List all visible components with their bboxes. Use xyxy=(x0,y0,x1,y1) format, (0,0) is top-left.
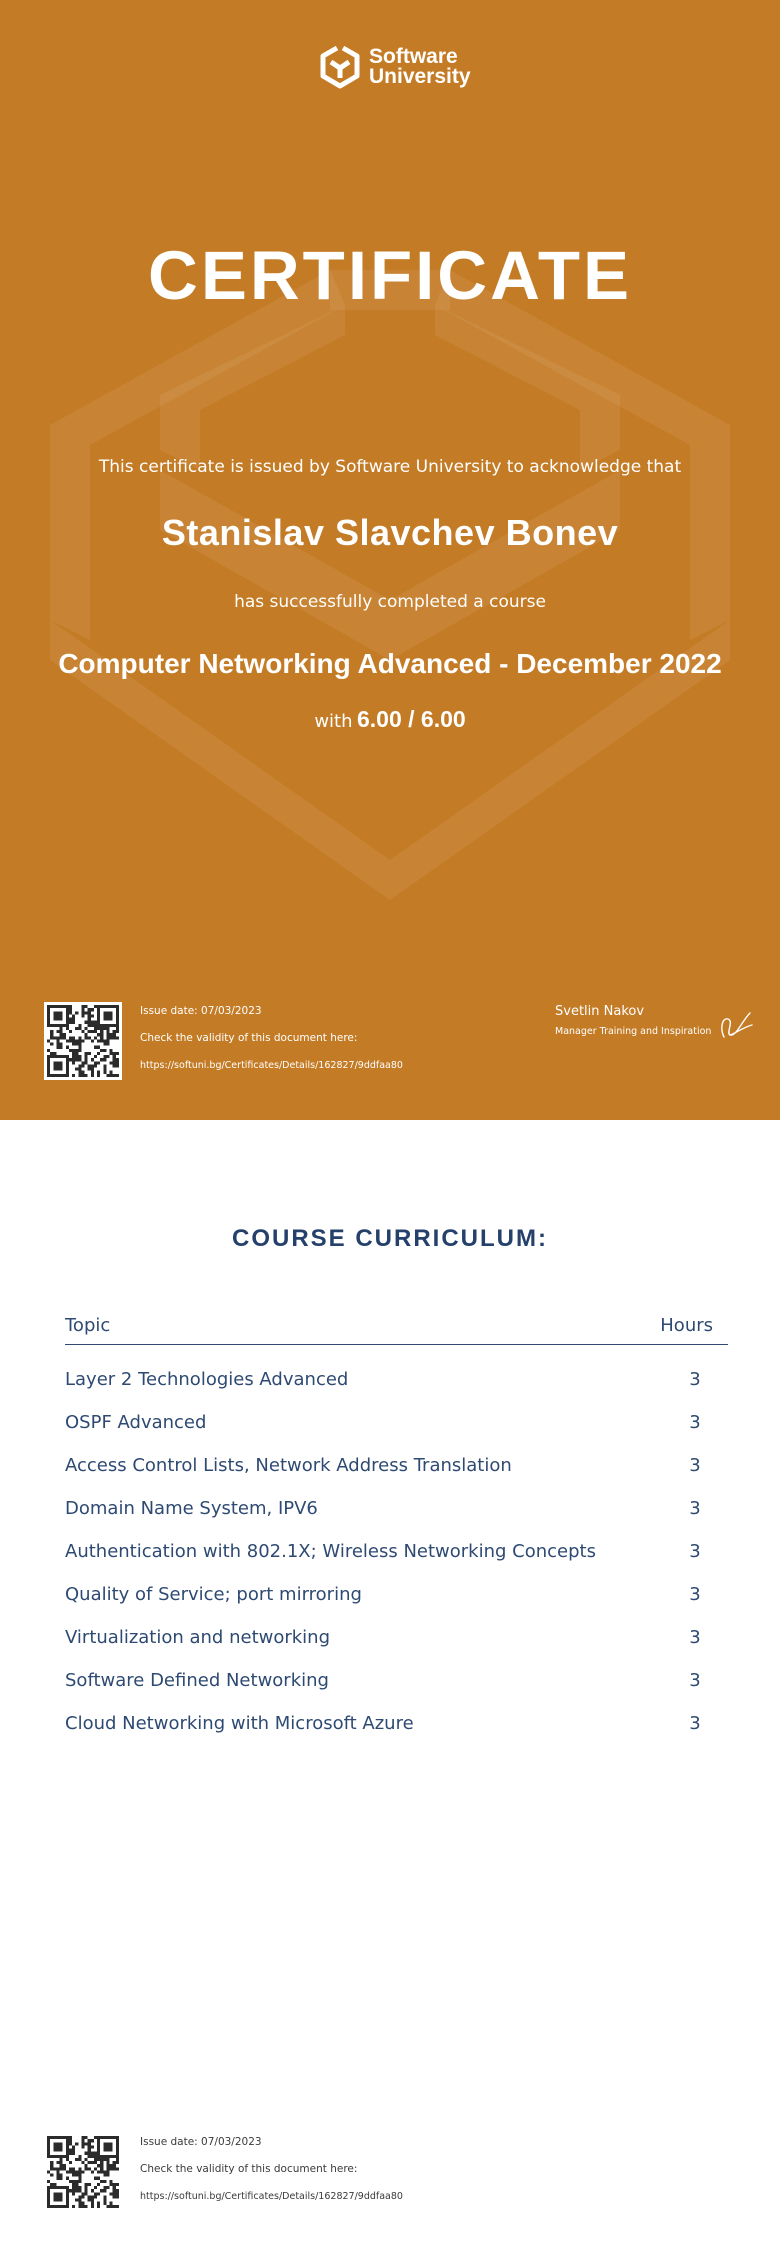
qr-code[interactable] xyxy=(44,1002,122,1080)
qr-code-icon xyxy=(44,2133,122,2211)
row-hours: 3 xyxy=(689,1541,701,1562)
logo-wordmark xyxy=(369,47,471,87)
signature-icon xyxy=(716,1003,756,1043)
row-topic: Authentication with 802.1X; Wireless Networking Concepts xyxy=(65,1541,596,1562)
issue-date: Issue date: 07/03/2023 xyxy=(140,1005,262,1017)
row-topic: Software Defined Networking xyxy=(65,1670,329,1691)
footer-qr-code[interactable] xyxy=(44,2133,122,2211)
row-hours: 3 xyxy=(689,1412,701,1433)
certificate-panel xyxy=(0,0,780,1120)
row-hours: 3 xyxy=(689,1670,701,1691)
completion-statement: has successfully completed a course xyxy=(234,592,546,612)
certificate-title: CERTIFICATE xyxy=(147,237,633,314)
table-row xyxy=(65,1358,728,1401)
row-hours: 3 xyxy=(689,1627,701,1648)
table-row xyxy=(65,1616,728,1659)
row-hours: 3 xyxy=(689,1498,701,1519)
curriculum-header xyxy=(65,1310,728,1345)
qr-code-icon xyxy=(44,1002,122,1080)
footer-validity-text: Check the validity of this document here: xyxy=(140,2163,358,2175)
grade-prefix: with xyxy=(314,711,353,732)
softuni-logo-icon xyxy=(315,42,365,92)
recipient-name: Stanislav Slavchev Bonev xyxy=(161,512,619,553)
curriculum-body xyxy=(65,1345,728,1745)
row-topic: Quality of Service; port mirroring xyxy=(65,1584,362,1605)
row-topic: Cloud Networking with Microsoft Azure xyxy=(65,1713,414,1734)
verification-link[interactable]: https://softuni.bg/Certificates/Details/162827/9ddfaa80 xyxy=(140,1060,403,1071)
table-row xyxy=(65,1487,728,1530)
signatory-block xyxy=(555,1004,711,1037)
signatory-role: Manager Training and Inspiration xyxy=(555,1026,712,1037)
table-row xyxy=(65,1444,728,1487)
footer-verification-link[interactable]: https://softuni.bg/Certificates/Details/162827/9ddfaa80 xyxy=(140,2191,403,2202)
column-hours: Hours xyxy=(660,1315,713,1336)
footer-issue-date: Issue date: 07/03/2023 xyxy=(140,2136,262,2148)
softuni-logo xyxy=(315,42,471,92)
row-topic: Domain Name System, IPV6 xyxy=(65,1498,318,1519)
table-row xyxy=(65,1530,728,1573)
row-hours: 3 xyxy=(689,1713,701,1734)
issued-statement: This certificate is issued by Software University to acknowledge that xyxy=(98,457,682,477)
row-topic: OSPF Advanced xyxy=(65,1412,207,1433)
column-topic: Topic xyxy=(65,1315,111,1336)
footer-verification-block xyxy=(140,2136,403,2217)
signatory-name: Svetlin Nakov xyxy=(555,1004,645,1019)
row-topic: Layer 2 Technologies Advanced xyxy=(65,1369,349,1390)
row-hours: 3 xyxy=(689,1584,701,1605)
table-row xyxy=(65,1659,728,1702)
logo-line-2: University xyxy=(369,65,471,88)
curriculum-table xyxy=(65,1310,728,1745)
row-hours: 3 xyxy=(689,1369,701,1390)
validity-text: Check the validity of this document here: xyxy=(140,1032,358,1044)
table-row xyxy=(65,1401,728,1444)
table-row xyxy=(65,1573,728,1616)
grade-value: 6.00 / 6.00 xyxy=(356,706,466,732)
verification-block xyxy=(140,1005,403,1086)
row-hours: 3 xyxy=(689,1455,701,1476)
row-topic: Virtualization and networking xyxy=(65,1627,331,1648)
grade-line xyxy=(0,706,780,733)
table-row xyxy=(65,1702,728,1745)
logo-line-1: Software xyxy=(369,45,458,68)
course-name: Computer Networking Advanced - December 2022 xyxy=(58,648,722,679)
row-topic: Access Control Lists, Network Address Translation xyxy=(65,1455,512,1476)
softuni-watermark-icon xyxy=(0,0,780,1120)
curriculum-title: COURSE CURRICULUM: xyxy=(232,1225,548,1252)
